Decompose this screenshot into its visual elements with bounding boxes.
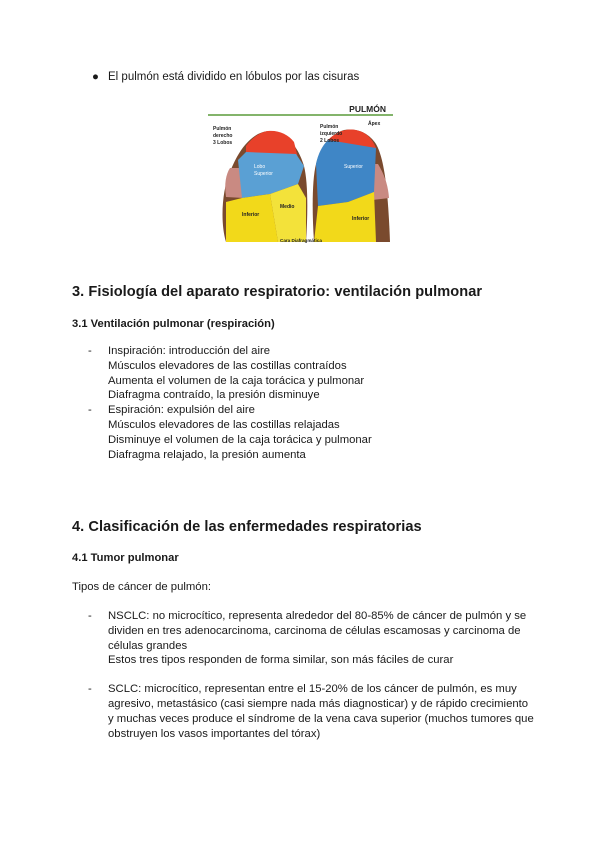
list-line: Músculos elevadores de las costillas contraídos — [108, 359, 347, 372]
list-line: Espiración: expulsión del aire — [108, 404, 255, 417]
list-dash: - — [88, 404, 92, 417]
section-4-1-title: 4.1 Tumor pulmonar — [72, 552, 179, 564]
cancer-types-list — [88, 609, 548, 741]
middle-lobe-label: Medio — [280, 204, 295, 210]
intro-bullet-text: El pulmón está dividido en lóbulos por las cisuras — [108, 71, 360, 83]
list-line: Diafragma contraído, la presión disminuye — [108, 389, 320, 402]
right-lung-label-3: 3 Lobos — [213, 140, 233, 146]
list-dash: - — [88, 610, 92, 622]
figure-apex-label: Ápex — [368, 121, 381, 127]
ventilation-list — [88, 344, 548, 462]
figure-title: PULMÓN — [349, 104, 386, 114]
right-lung-label-2: derecho — [213, 133, 233, 139]
right-superior-label-2: Superior — [254, 171, 273, 177]
left-inferior-label: Inferior — [352, 216, 370, 222]
list-dash: - — [88, 683, 92, 696]
list-line: agresivo, metastásico (casi siempre nada más diagnosticar) y de rápido crecimiento — [108, 697, 529, 710]
right-inferior-label: Inferior — [242, 212, 260, 218]
left-lung-label-1: Pulmón — [320, 124, 339, 130]
list-line: células grandes — [108, 639, 188, 652]
list-line: Disminuye el volumen de la caja torácica y pulmonar — [108, 433, 372, 446]
left-lung-label-3: 2 Lobos — [320, 138, 340, 144]
lung-lobes-figure — [208, 102, 396, 252]
intro-bullet — [92, 71, 359, 83]
list-line: Diafragma relajado, la presión aumenta — [108, 448, 306, 461]
section-4-title: 4. Clasificación de las enfermedades respiratorias — [72, 519, 422, 535]
list-line: Inspiración: introducción del aire — [108, 345, 271, 357]
section-3-1-title: 3.1 Ventilación pulmonar (respiración) — [72, 318, 275, 330]
bullet-dot-icon: ● — [92, 71, 99, 83]
list-line: dividen en tres adenocarcinoma, carcinoma de células escamosas y carcinoma de — [108, 624, 521, 637]
diaphragm-label: Cara Diafragmática — [280, 238, 322, 243]
right-lung — [213, 126, 307, 242]
list-item-sclc — [88, 682, 548, 741]
list-item-inspiracion — [88, 344, 548, 403]
list-line: obstruyen los vasos importantes del tórax) — [108, 727, 321, 740]
list-item-espiracion — [88, 403, 548, 462]
list-line: SCLC: microcítico, representan entre el 15-20% de los cáncer de pulmón, es muy — [108, 683, 517, 696]
list-line: NSCLC: no microcítico, representa alrededor del 80-85% de cáncer de pulmón y se — [108, 610, 527, 622]
left-superior-label: Superior — [344, 164, 363, 170]
list-dash: - — [88, 345, 92, 357]
list-line: Músculos elevadores de las costillas relajadas — [108, 418, 340, 431]
section-3-title: 3. Fisiología del aparato respiratorio: ventilación pulmonar — [72, 284, 483, 300]
cancer-types-intro: Tipos de cáncer de pulmón: — [72, 581, 211, 593]
list-item-nsclc — [88, 609, 548, 668]
right-superior-label-1: Lobo — [254, 164, 266, 170]
list-line: y muchas veces produce el síndrome de la vena cava superior (muchos tumores que — [108, 712, 534, 725]
right-lung-label-1: Pulmón — [213, 126, 232, 132]
left-lung-label-2: izquierdo — [320, 131, 343, 137]
list-line: Aumenta el volumen de la caja torácica y pulmonar — [108, 374, 365, 387]
right-lower-lobe — [226, 194, 278, 242]
list-line: Estos tres tipos responden de forma similar, son más fáciles de curar — [108, 654, 454, 667]
